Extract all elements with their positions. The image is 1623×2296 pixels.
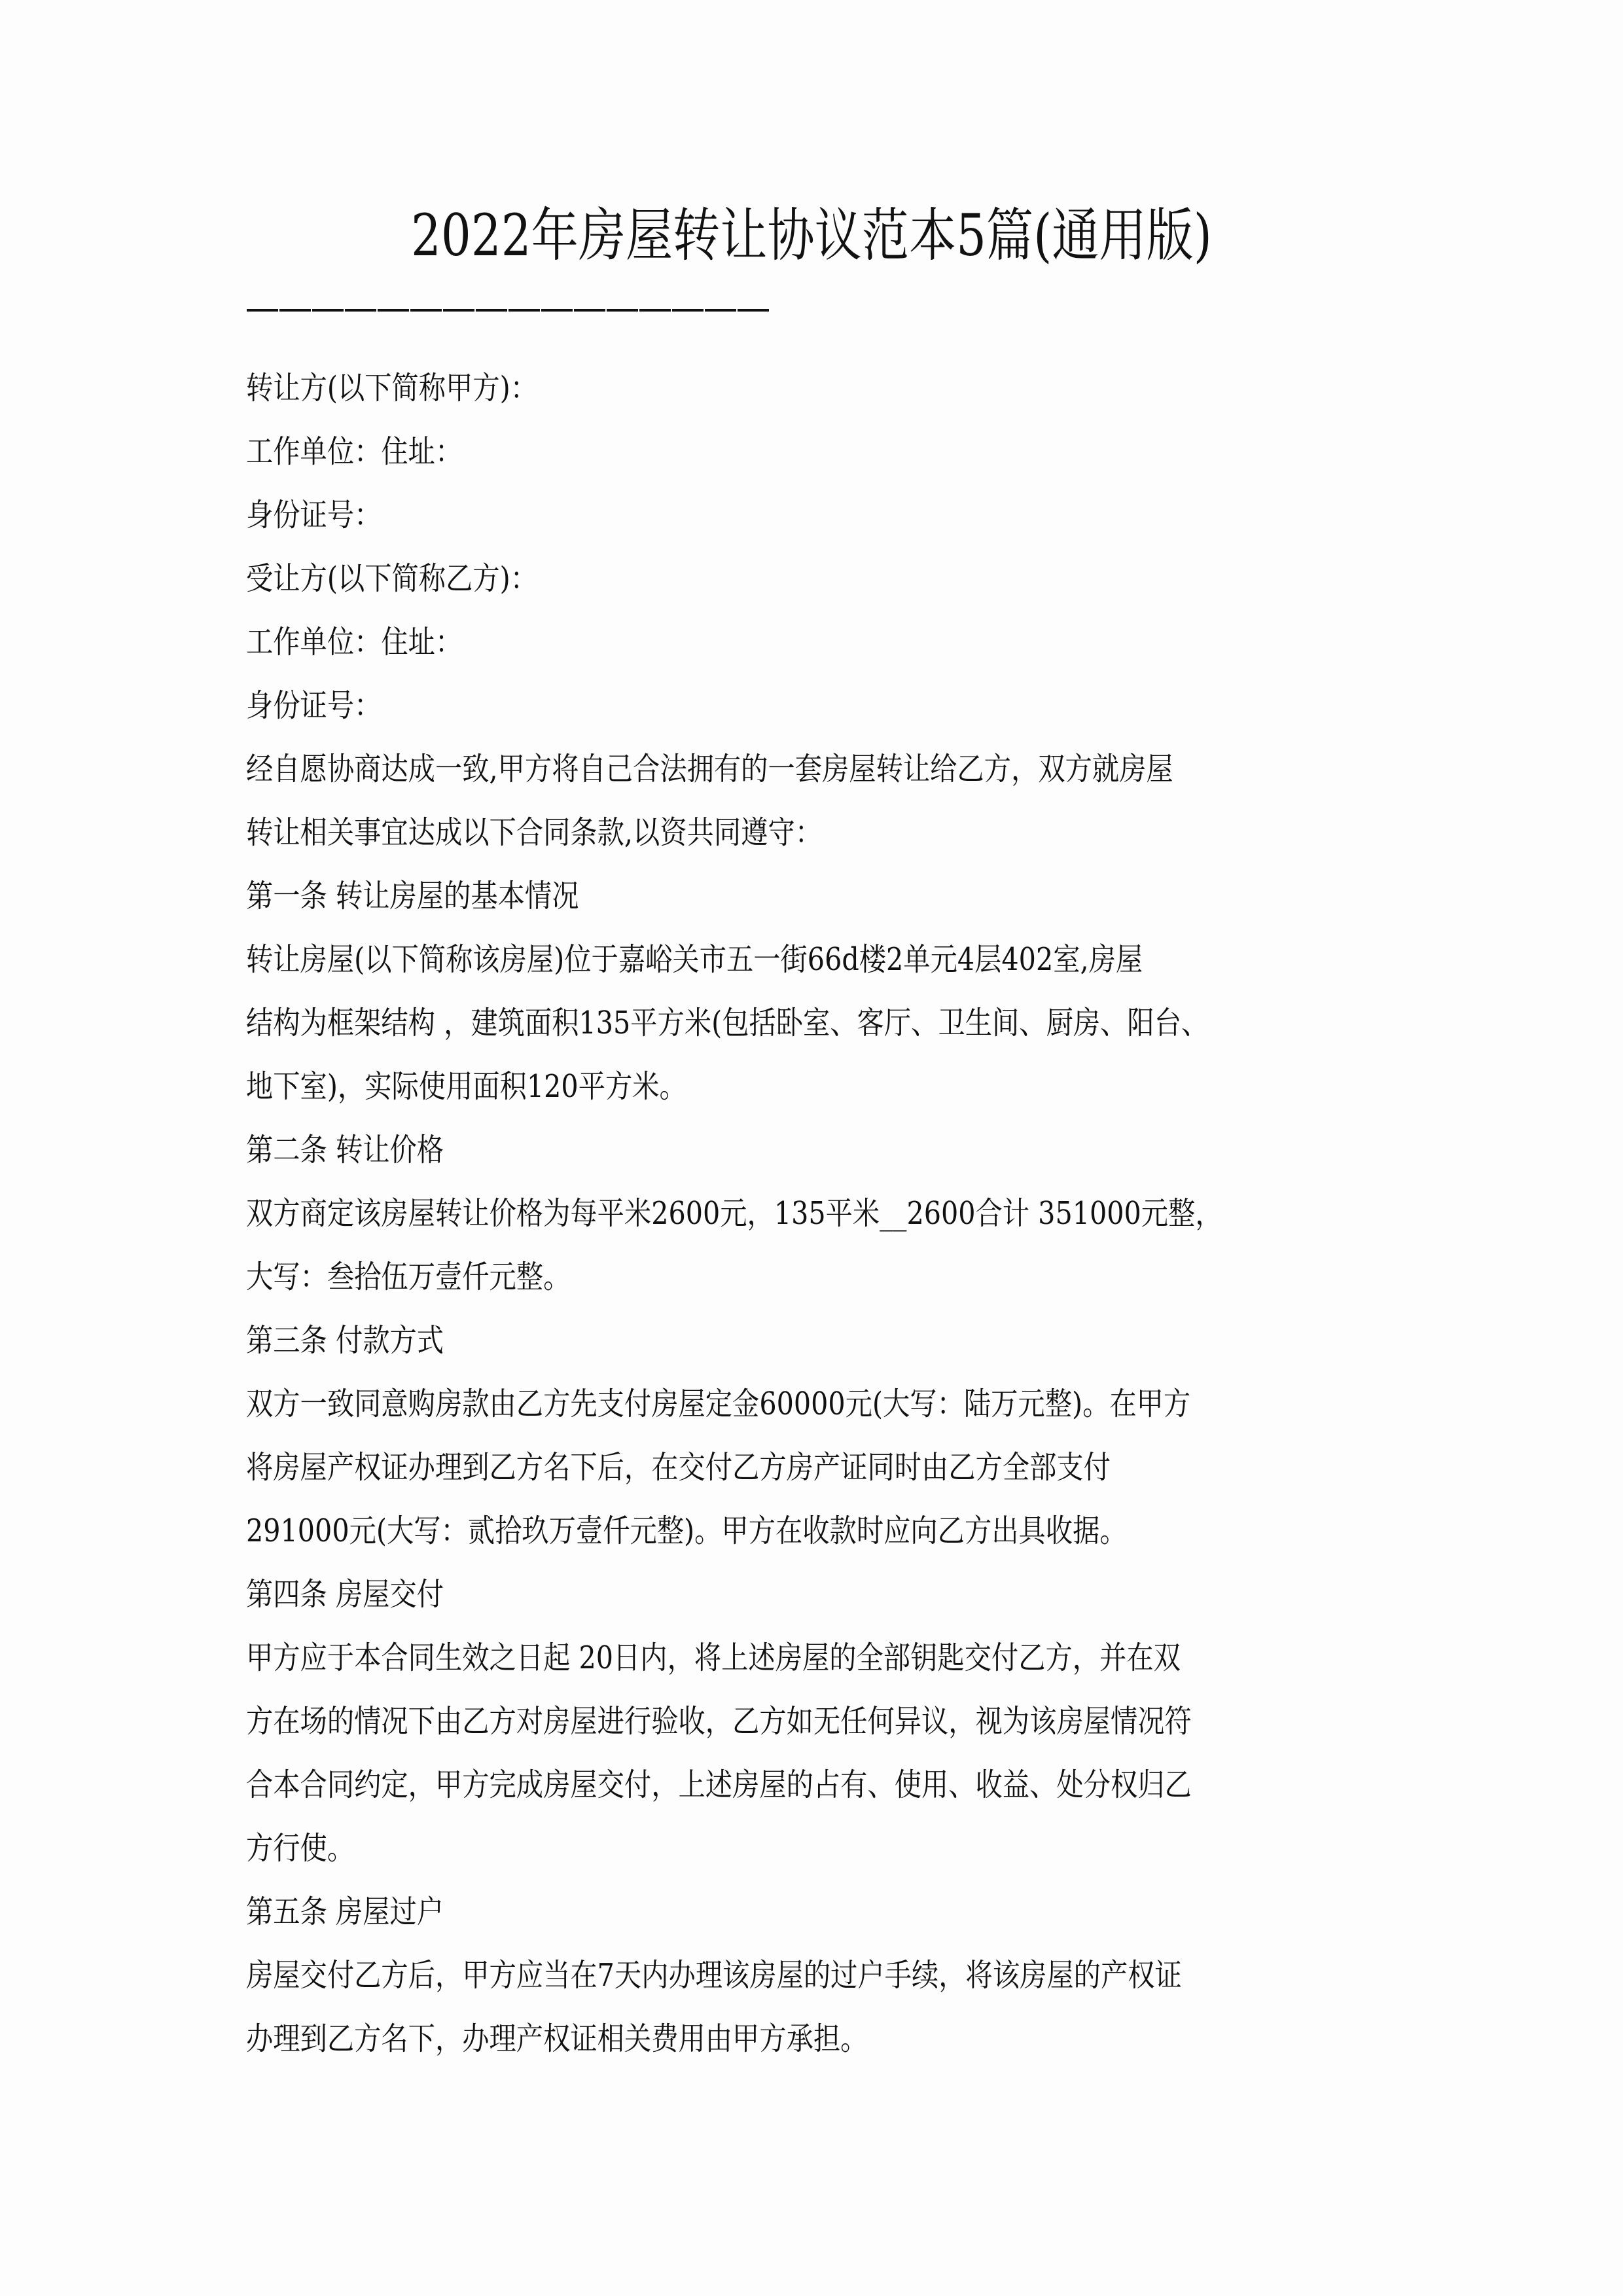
- rule-segment: [378, 309, 409, 312]
- article-4-heading: 第四条 房屋交付: [246, 1576, 444, 1613]
- article-3-text: 将房屋产权证办理到乙方名下后，在交付乙方房产证同时由乙方全部支付: [246, 1449, 1111, 1486]
- rule-segment: [279, 309, 311, 312]
- article-4-text: 甲方应于本合同生效之日起 20日内，将上述房屋的全部钥匙交付乙方，并在双: [246, 1640, 1181, 1676]
- preamble-line: 经自愿协商达成一致,甲方将自己合法拥有的一套房屋转让给乙方，双方就房屋: [246, 751, 1173, 787]
- article-1-text: 转让房屋(以下简称该房屋)位于嘉峪关市五一街66d楼2单元4层402室,房屋: [246, 941, 1143, 978]
- rule-segment: [639, 309, 671, 312]
- article-5-text: 办理到乙方名下，办理产权证相关费用由甲方承担。: [246, 2020, 868, 2057]
- rule-segment: [247, 309, 278, 312]
- article-3-text: 双方一致同意购房款由乙方先支付房屋定金60000元(大写：陆万元整)。在甲方: [246, 1386, 1191, 1422]
- rule-segment: [476, 309, 507, 312]
- article-2-text: 大写：叁拾伍万壹仟元整。: [246, 1259, 571, 1295]
- party-a-id-number: 身份证号：: [246, 497, 382, 533]
- article-5-text: 房屋交付乙方后，甲方应当在7天内办理该房屋的过户手续，将该房屋的产权证: [246, 1957, 1182, 1994]
- article-1-text: 结构为框架结构 ，建筑面积135平方米(包括卧室、客厅、卫生间、厨房、阳台、: [246, 1005, 1209, 1041]
- document-title: 2022年房屋转让协议范本5篇(通用版): [411, 202, 1212, 269]
- article-1-heading: 第一条 转让房屋的基本情况: [246, 878, 579, 914]
- party-a-work-address: 工作单位：住址：: [246, 433, 463, 470]
- party-b-work-address: 工作单位：住址：: [246, 624, 463, 660]
- rule-segment: [672, 309, 704, 312]
- article-1-text: 地下室)，实际使用面积120平方米。: [246, 1068, 687, 1105]
- rule-segment: [738, 309, 769, 312]
- article-4-text: 方在场的情况下由乙方对房屋进行验收，乙方如无任何异议，视为该房屋情况符: [246, 1703, 1192, 1740]
- rule-segment: [443, 309, 474, 312]
- article-3-text: 291000元(大写：贰拾玖万壹仟元整)。甲方在收款时应向乙方出具收据。: [246, 1513, 1127, 1549]
- article-2-heading: 第二条 转让价格: [246, 1132, 444, 1168]
- party-a-label: 转让方(以下简称甲方)：: [246, 370, 538, 406]
- party-b-id-number: 身份证号：: [246, 687, 382, 724]
- article-2-text: 双方商定该房屋转让价格为每平米2600元，135平米__2600合计 351000元整，: [246, 1195, 1222, 1232]
- rule-segment: [574, 309, 605, 312]
- rule-segment: [410, 309, 442, 312]
- rule-segment: [345, 309, 376, 312]
- preamble-line: 转让相关事宜达成以下合同条款,以资共同遵守：: [246, 814, 823, 851]
- rule-segment: [705, 309, 736, 312]
- rule-segment: [541, 309, 573, 312]
- rule-segment: [312, 309, 344, 312]
- article-5-heading: 第五条 房屋过户: [246, 1893, 444, 1930]
- party-b-label: 受让方(以下简称乙方)：: [246, 560, 538, 597]
- document-body: [246, 357, 1398, 2071]
- rule-segment: [508, 309, 540, 312]
- article-4-text: 合本合同约定，甲方完成房屋交付，上述房屋的占有、使用、收益、处分权归乙: [246, 1767, 1192, 1803]
- article-4-text: 方行使。: [246, 1830, 355, 1867]
- rule-segment: [607, 309, 638, 312]
- article-3-heading: 第三条 付款方式: [246, 1322, 444, 1359]
- title-underline-rule: [247, 308, 769, 312]
